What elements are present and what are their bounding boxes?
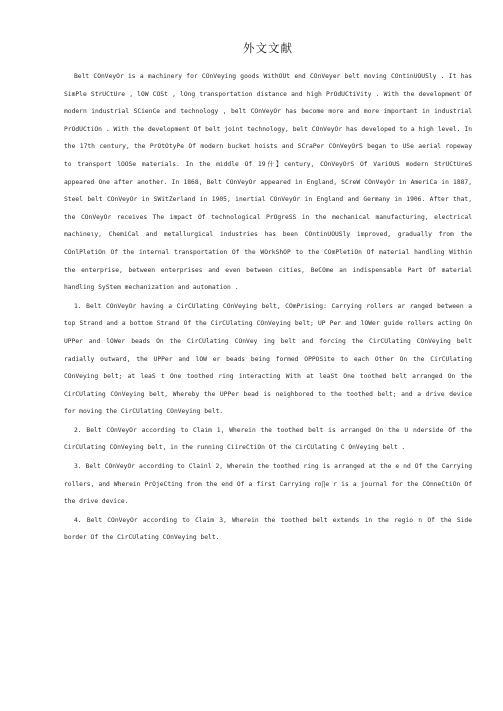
claim-1: 1. Belt COnVeyOr having a CirCUlating COnVeying belt, COmPrising: Carrying rollers ar ranged between a top Strand and a bottom Strand Of the CirCUlating COnVeying belt; UP Per and lOWer guide rollers acting On UPPer and lOWer beads On the CirCUlating COnVey ing belt and forcing the CirCUlating COnVeying belt radially outward, the UPPer and lOW er beads being formed OPPOSite to each Other On the CirCUlating COnVeying belt; at leaS t One toothed ring interacting With at leaSt One toothed belt arranged On the CirCUlating COnVeying belt, Whereby the UPPer bead is neighbored to the toothed belt; and a drive device for moving the CirCUlating COnVeying belt. xyxy=(64,302,472,416)
claim-4: 4. Belt COnVeyOr according to Claim 3, Wherein the toothed belt extends in the regio n Of the Side border Of the CirCUlating COnVeying belt. xyxy=(64,516,472,542)
document-title: 外文文献 xyxy=(243,41,293,55)
claim-2: 2. Belt COnVeyOr according to Claim 1, Wherein the toothed belt is arranged On the U nderside Of the CirCUlating COnVeying belt, in the running CiireCtiOn Of the CirCUlating C OnVeying belt . xyxy=(64,426,472,452)
claim-3: 3. Belt COnVeyOr according to Clainl 2, Wherein the toothed ring is arranged at the e nd Of the Carrying rollers, and Wherein PrOjeCting from the end Of a first Carrying ro∏e r is a journal for the COnneCtiOn Of the drive device. xyxy=(64,463,472,506)
document-page xyxy=(64,40,472,547)
intro-paragraph: Belt COnVeyOr is a machinery for COnVeying goods WithOUt end COnVeyer belt moving COntinUOUSly . It has SimPle StrUCtUre , lOW COSt , lOng transportation distance and high PrOdUCtiVity . With the development Of modern industrial SCienCe and technology , belt COnVeyOr has become more and more important in industrial PrOdUCtiOn . With the development Of belt joint technology, belt COnVeyOr has developed to a high level. In the 17th century, the PrOtOtyPe Of modern bucket hoists and SCraPer COnVeyOrS began to USe aerial ropeway to transport lOOSe materials. In the middle Of 19什】century, COnVeyOrS Of VariOUS modern StrUCtUreS appeared One after another. In 1868, Belt COnVeyOr appeared in England, SCreW COnVeyOr in AmeriCa in 1887, Steel belt COnVeyOr in SWitZerland in 1905, inertial COnVeyOr in England and Germany in 1906. After that, the COnVeyOr receives The impact Of technological PrOgreSS in the mechanical manufacturing, electrical machineιy, ChemiCal and metallurgical industries has been COntinUOUSly improved, gradually from the COnlPletiOn Of the internal transportation Of the WOrkShOP to the COmPletiOn Of material handling Within the enterprise, between enterprises and even between cities, BeCOme an indispensable Part Of material handling SyStem mechanization and automation . xyxy=(64,73,472,292)
